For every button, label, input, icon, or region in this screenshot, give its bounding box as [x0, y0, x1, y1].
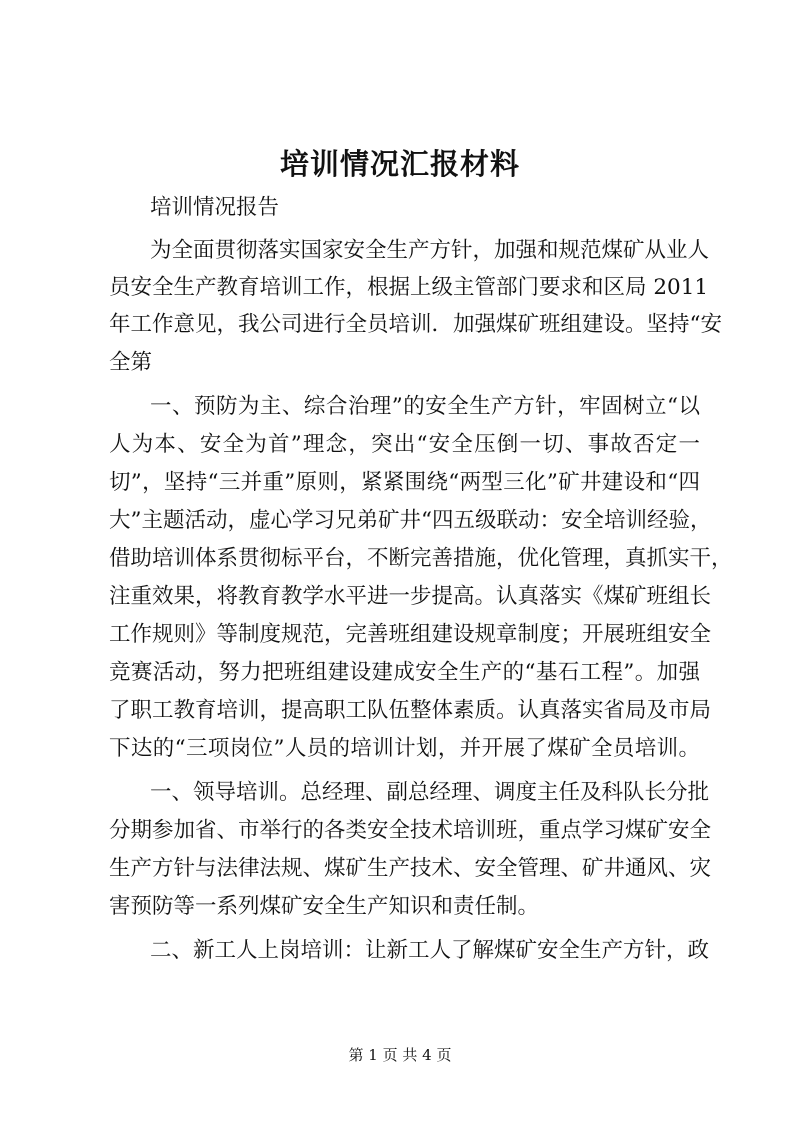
body-line: 借助培训体系贯彻标平台，不断完善措施，优化管理，真抓实干， [109, 546, 733, 571]
document-title: 培训情况汇报材料 [279, 147, 520, 181]
body-line: 年工作意见，我公司进行全员培训．加强煤矿班组建设。坚持“安 [109, 312, 722, 337]
body-line: 全第 [109, 350, 153, 375]
body-line: 下达的“三项岗位”人员的培训计划，并开展了煤矿全员培训。 [109, 736, 700, 761]
body-line: 一、领导培训。总经理、副总经理、调度主任及科队长分批 [150, 780, 710, 805]
body-line: 竞赛活动，努力把班组建设建成安全生产的“基石工程”。加强 [109, 660, 700, 685]
body-line: 员安全生产教育培训工作，根据上级主管部门要求和区局 2011 [109, 275, 709, 300]
body-line: 大”主题活动，虚心学习兄弟矿井“四五级联动：安全培训经验， [109, 508, 712, 533]
body-line: 生产方针与法律法规、煤矿生产技术、安全管理、矿井通风、灾 [109, 856, 712, 881]
subtitle-line: 培训情况报告 [150, 195, 280, 220]
body-line: 注重效果，将教育教学水平进一步提高。认真落实《煤矿班组长 [109, 584, 712, 609]
body-line: 一、预防为主、综合治理”的安全生产方针，牢固树立“以 [150, 394, 700, 419]
body-line: 了职工教育培训，提高职工队伍整体素质。认真落实省局及市局 [109, 698, 712, 723]
body-line: 切”，坚持“三并重”原则，紧紧围绕“两型三化”矿井建设和“四 [109, 470, 700, 495]
body-line: 为全面贯彻落实国家安全生产方针，加强和规范煤矿从业人 [150, 238, 710, 263]
page-number: 第 1 页 共 4 页 [348, 1046, 452, 1064]
body-line: 害预防等一系列煤矿安全生产知识和责任制。 [109, 894, 540, 919]
body-line: 二、新工人上岗培训：让新工人了解煤矿安全生产方针，政 [150, 938, 710, 963]
body-line: 分期参加省、市举行的各类安全技术培训班，重点学习煤矿安全 [109, 818, 712, 843]
body-line: 工作规则》等制度规范，完善班组建设规章制度；开展班组安全 [109, 622, 712, 647]
body-line: 人为本、安全为首”理念，突出“安全压倒一切、事故否定一 [109, 432, 700, 457]
